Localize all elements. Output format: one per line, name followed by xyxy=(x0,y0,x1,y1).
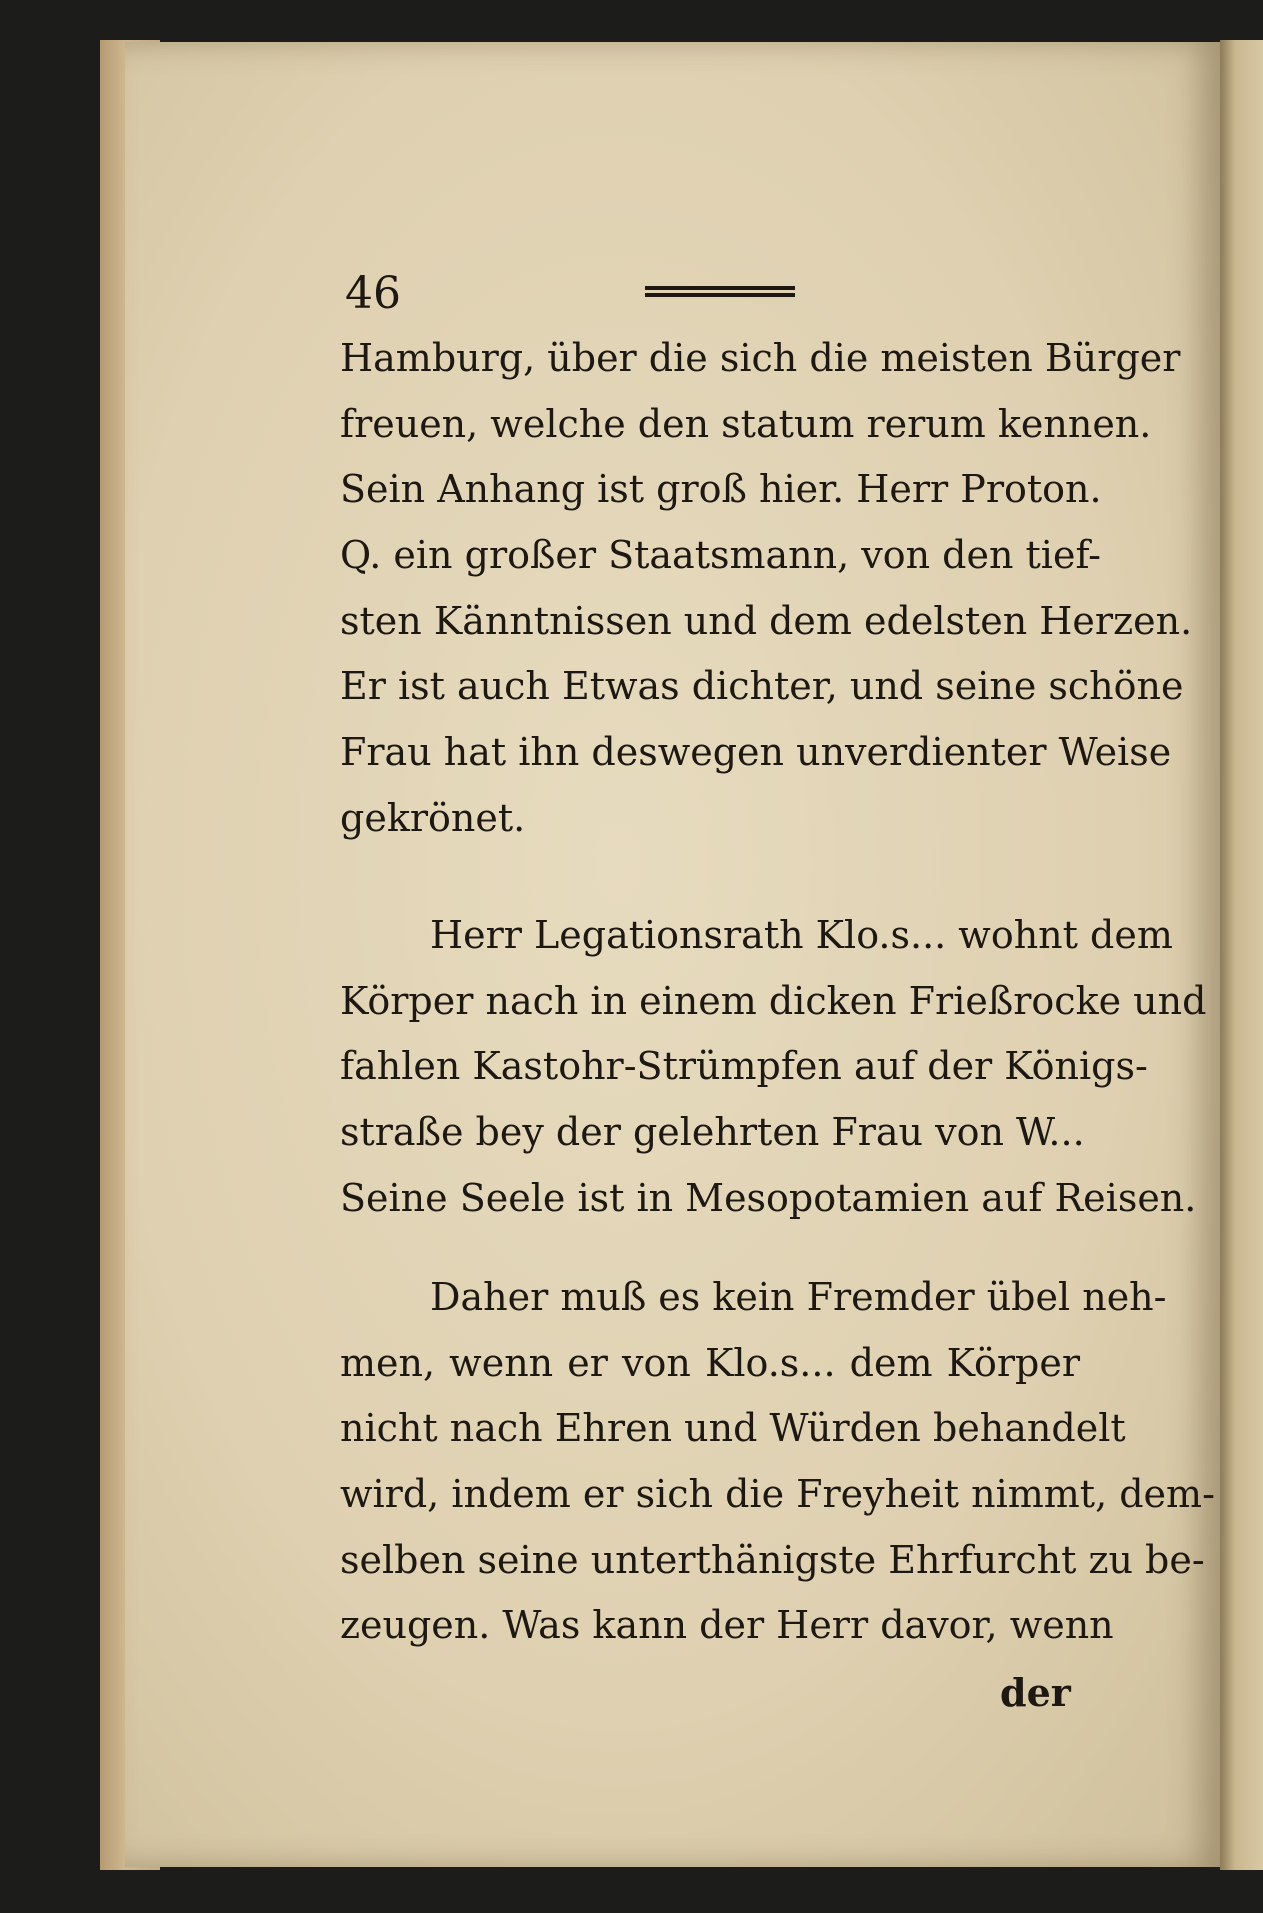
catchword: der xyxy=(1000,1670,1071,1715)
text-line: Frau hat ihn deswegen unverdienter Weise xyxy=(340,730,1172,775)
text-line: straße bey der gelehrten Frau von W... xyxy=(340,1110,1085,1155)
text-line: freuen, welche den statum rerum kennen. xyxy=(340,401,1152,446)
text-line: Er ist auch Etwas dichter, und seine schöne xyxy=(340,664,1184,709)
text-line: Körper nach in einem dicken Frießrocke und xyxy=(340,978,1207,1023)
text-line: nicht nach Ehren und Würden behandelt xyxy=(340,1406,1126,1451)
text-line: wird, indem er sich die Freyheit nimmt, dem- xyxy=(340,1472,1215,1517)
text-line: fahlen Kastohr-Strümpfen auf der Königs- xyxy=(340,1044,1148,1089)
page-number: 46 xyxy=(345,268,401,319)
text-line: Herr Legationsrath Klo.s... wohnt dem xyxy=(430,913,1173,957)
paragraph-1 xyxy=(340,326,1193,852)
text-line: gekrönet. xyxy=(340,795,526,840)
text-line: Seine Seele ist in Mesopotamien auf Reisen. xyxy=(340,1175,1197,1220)
facing-page-edge xyxy=(1220,40,1263,1870)
text-line: men, wenn er von Klo.s... dem Körper xyxy=(340,1340,1080,1385)
header-rule xyxy=(645,286,795,300)
text-line: Sein Anhang ist groß hier. Herr Proton. xyxy=(340,467,1102,512)
text-line: Daher muß es kein Fremder übel neh- xyxy=(430,1275,1167,1319)
text-line: Hamburg, über die sich die meisten Bürger xyxy=(340,336,1181,380)
text-line: sten Känntnissen und dem edelsten Herzen. xyxy=(340,598,1193,643)
text-line: selben seine unterthänigste Ehrfurcht zu be- xyxy=(340,1537,1205,1582)
text-line: zeugen. Was kann der Herr davor, wenn xyxy=(340,1603,1114,1648)
paragraph-2 xyxy=(340,903,1207,1231)
paragraph-3 xyxy=(340,1265,1215,1659)
text-line: Q. ein großer Staatsmann, von den tief- xyxy=(340,533,1102,578)
